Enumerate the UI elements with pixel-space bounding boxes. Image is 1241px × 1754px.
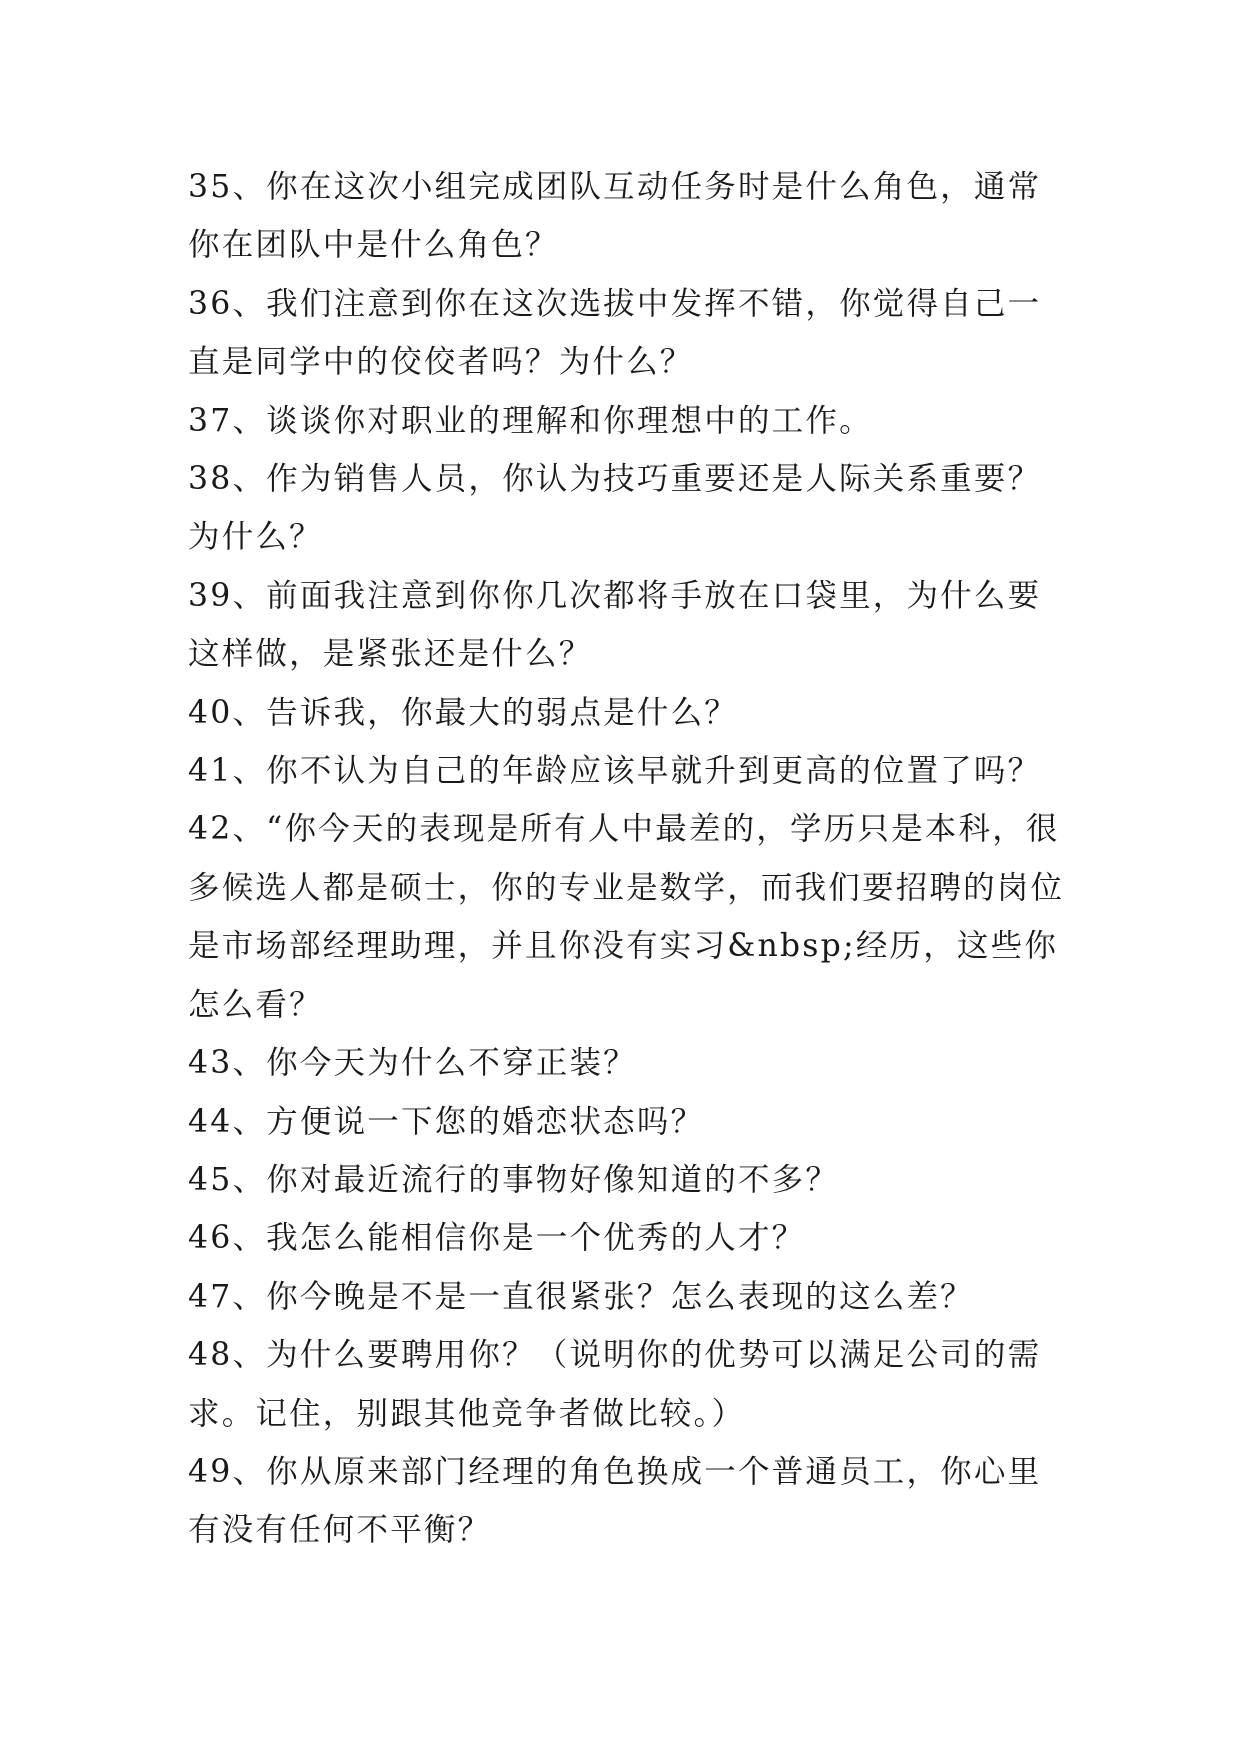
question-35: 35、你在这次小组完成团队互动任务时是什么角色，通常你在团队中是什么角色？ — [188, 169, 1042, 264]
question-43: 43、你今天为什么不穿正装？ — [188, 1045, 637, 1082]
question-46: 46、我怎么能相信你是一个优秀的人才？ — [188, 1220, 806, 1257]
question-42: 42、“你今天的表现是所有人中最差的，学历只是本科，很多候选人都是硕士，你的专业是数学，而我们要招聘的岗位是市场部经理助理，并且你没有实习&nbsp;经历，这些你怎么看？ — [188, 811, 1065, 1023]
question-40: 40、告诉我，你最大的弱点是什么？ — [188, 694, 738, 731]
question-47: 47、你今晚是不是一直很紧张？怎么表现的这么差？ — [188, 1278, 974, 1315]
question-45: 45、你对最近流行的事物好像知道的不多？ — [188, 1161, 840, 1198]
question-49: 49、你从原来部门经理的角色换成一个普通员工，你心里有没有任何不平衡？ — [188, 1453, 1042, 1549]
question-44: 44、方便说一下您的婚恋状态吗？ — [188, 1103, 705, 1140]
question-39: 39、前面我注意到你你几次都将手放在口袋里，为什么要这样做，是紧张还是什么？ — [188, 577, 1042, 673]
question-37: 37、谈谈你对职业的理解和你理想中的工作。 — [188, 402, 873, 439]
question-36: 36、我们注意到你在这次选拔中发挥不错，你觉得自己一直是同学中的佼佼者吗？为什么？ — [188, 285, 1042, 381]
question-48: 48、为什么要聘用你？（说明你的优势可以满足公司的需求。记住，别跟其他竞争者做比较。） — [188, 1337, 1042, 1432]
question-41: 41、你不认为自己的年龄应该早就升到更高的位置了吗？ — [188, 753, 1042, 790]
question-38: 38、作为销售人员，你认为技巧重要还是人际关系重要？为什么？ — [188, 461, 1042, 556]
question-list — [188, 158, 1068, 1560]
